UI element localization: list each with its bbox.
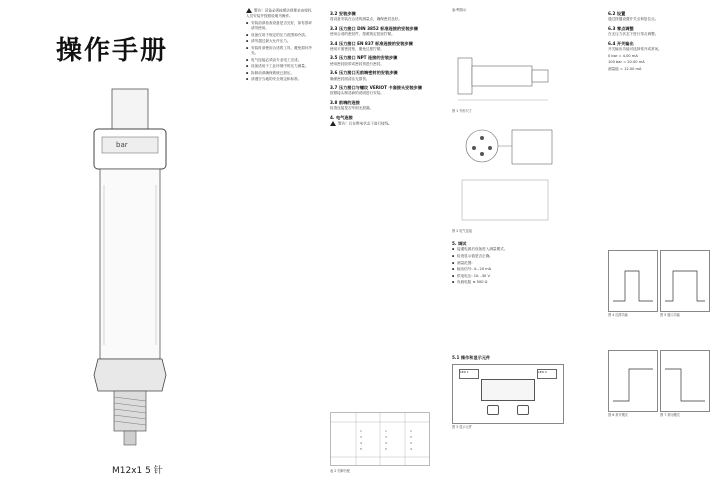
section-heading: 3.2 安装步骤 xyxy=(330,11,356,16)
sensor-illustration xyxy=(90,85,170,465)
warning-text: 警告！设备必须按照法律要求由授权人员安装并按照说明书操作。 xyxy=(246,8,312,18)
section-text: 开关输出功能可选择常开或常闭。 xyxy=(608,47,662,52)
svg-text:3: 3 xyxy=(410,441,412,445)
svg-text:1: 1 xyxy=(385,429,387,433)
pin-assignment-table xyxy=(330,412,430,466)
svg-text:1: 1 xyxy=(410,429,412,433)
svg-text:1: 1 xyxy=(360,429,362,433)
pressure-unit-label: bar xyxy=(116,141,128,149)
column-4 xyxy=(608,8,708,73)
paragraph: ▪ 测量范围: xyxy=(452,261,562,266)
figure-caption: 图 3 显示元件 xyxy=(452,425,472,429)
section-text: 将设备安装在合适的测量点，确保密封良好。 xyxy=(330,17,402,22)
section-text: 使用平面密封垫，避免过度拧紧。 xyxy=(330,47,384,52)
figure-caption: 图 1 外形尺寸 xyxy=(452,109,472,113)
section-heading: 5. 调试 xyxy=(452,241,467,246)
column-3 xyxy=(452,8,562,15)
section-heading: 6.2 设置 xyxy=(608,11,626,16)
led-2: LED 2 xyxy=(537,369,557,379)
chart-window xyxy=(660,250,710,312)
paragraph: ▪ 请遵守当地的安全规定和标准。 xyxy=(246,77,314,82)
product-caption: M12x1 5 针 xyxy=(112,466,163,476)
warning-icon xyxy=(330,121,336,126)
table-caption: 表 2 引脚分配 xyxy=(330,469,350,473)
column-2 xyxy=(330,8,430,128)
warning-icon xyxy=(246,8,252,13)
section-text: 使用密封胶带或密封剂进行密封。 xyxy=(330,61,384,66)
chart-hysteresis xyxy=(608,250,658,312)
led-1: LED 1 xyxy=(459,369,479,379)
svg-text:4: 4 xyxy=(410,447,412,451)
paragraph: ▪ 电气连接必须由专业电工完成。 xyxy=(246,58,314,63)
svg-text:5: 5 xyxy=(385,447,387,451)
chart-caption: 图 4 迟滞功能 xyxy=(608,313,628,317)
svg-text:3: 3 xyxy=(360,435,362,439)
button-right[interactable] xyxy=(517,405,529,415)
switch-chart-grid xyxy=(608,250,708,480)
section-text: 使用合适的密封件，按照规定扭矩拧紧。 xyxy=(330,32,395,37)
section-text: 在无压力状态下进行零点调整。 xyxy=(608,32,659,37)
paragraph: ▪ 供电电压: 10...30 V xyxy=(452,274,562,279)
section-text: 确保密封面清洁无损伤。 xyxy=(330,76,370,81)
display-figure xyxy=(452,364,564,424)
svg-text:4: 4 xyxy=(385,441,387,445)
figure-caption: 图 2 电气连接 xyxy=(452,229,472,233)
column-3-body xyxy=(452,238,562,287)
paragraph: ▪ 检查显示值是否正确。 xyxy=(452,254,562,259)
paragraph: ▪ 安装前请检查设备是否完好，如有损坏请勿使用。 xyxy=(246,21,314,32)
value-line: 100 bar = 20.00 mA xyxy=(608,60,645,65)
section-heading: 5.1 操作和显示元件 xyxy=(452,355,491,360)
svg-text:2: 2 xyxy=(410,435,412,439)
section-heading: 3.3 压力接口 DIN 3852 标准连接的安装步骤 xyxy=(330,25,418,31)
svg-text:5: 5 xyxy=(360,447,362,451)
chart-normally-open xyxy=(608,350,658,412)
section-heading: 3.4 压力接口 EN 837 标准连接的安装步骤 xyxy=(330,40,413,46)
chart-caption: 图 7 常闭模式 xyxy=(660,413,680,417)
value-line: 0 bar = 4.00 mA xyxy=(608,53,638,58)
note-top: 参考图示 xyxy=(452,8,467,12)
section-text: 检查连接是否牢固无泄漏。 xyxy=(330,106,374,111)
section-text: 通过按键设置开关点和复位点。 xyxy=(608,17,659,22)
svg-text:3: 3 xyxy=(385,435,387,439)
paragraph: ▪ 负载电阻 ≤ 500 Ω xyxy=(452,280,562,285)
paragraph: ▪ 拆卸前请确保系统已泄压。 xyxy=(246,71,314,76)
paragraph: ▪ 设备仅用于规定的压力范围和介质。 xyxy=(246,33,314,38)
value-line: 测量值 = 12.00 mA xyxy=(608,66,642,71)
dimension-figure xyxy=(452,48,560,106)
button-left[interactable] xyxy=(487,405,499,415)
page-title: 操作手册 xyxy=(56,36,169,66)
paragraph: ▪ 输出信号: 4...20 mA xyxy=(452,267,562,272)
chart-caption: 图 6 常开模式 xyxy=(608,413,628,417)
section-heading: 3.5 压力接口 NPT 连接的安装步骤 xyxy=(330,55,398,61)
section-text: 按照接头制造商的说明进行安装。 xyxy=(330,91,384,96)
paragraph: ▪ 请勿超过最大允许压力。 xyxy=(246,39,314,44)
display-window xyxy=(481,379,535,401)
section-text: 警告！仅在断电状态下进行接线。 xyxy=(330,121,430,127)
column-1 xyxy=(246,8,314,84)
section-heading: 4. 电气连接 xyxy=(330,114,353,120)
svg-text:4: 4 xyxy=(360,441,362,445)
section-heading: 3.8 前端的连接 xyxy=(330,99,360,105)
wiring-figure xyxy=(452,116,560,226)
paragraph: ▪ 接通电源后设备进入测量模式。 xyxy=(452,247,562,252)
paragraph: ▪ 设备适用于工业环境中的压力测量。 xyxy=(246,64,314,69)
paragraph: ▪ 安装时请使用合适的工具，避免损坏外壳。 xyxy=(246,46,314,57)
section-heading: 3.6 压力接口无前端密封的安装步骤 xyxy=(330,70,398,76)
chart-normally-closed xyxy=(660,350,710,412)
chart-caption: 图 5 窗口功能 xyxy=(660,313,680,317)
section-heading: 6.4 开关输出 xyxy=(608,40,634,46)
section-heading: 3.7 压力接口与螺纹 VERIOT 卡套接头安装步骤 xyxy=(330,85,422,91)
section-heading: 6.3 零点调整 xyxy=(608,25,634,31)
